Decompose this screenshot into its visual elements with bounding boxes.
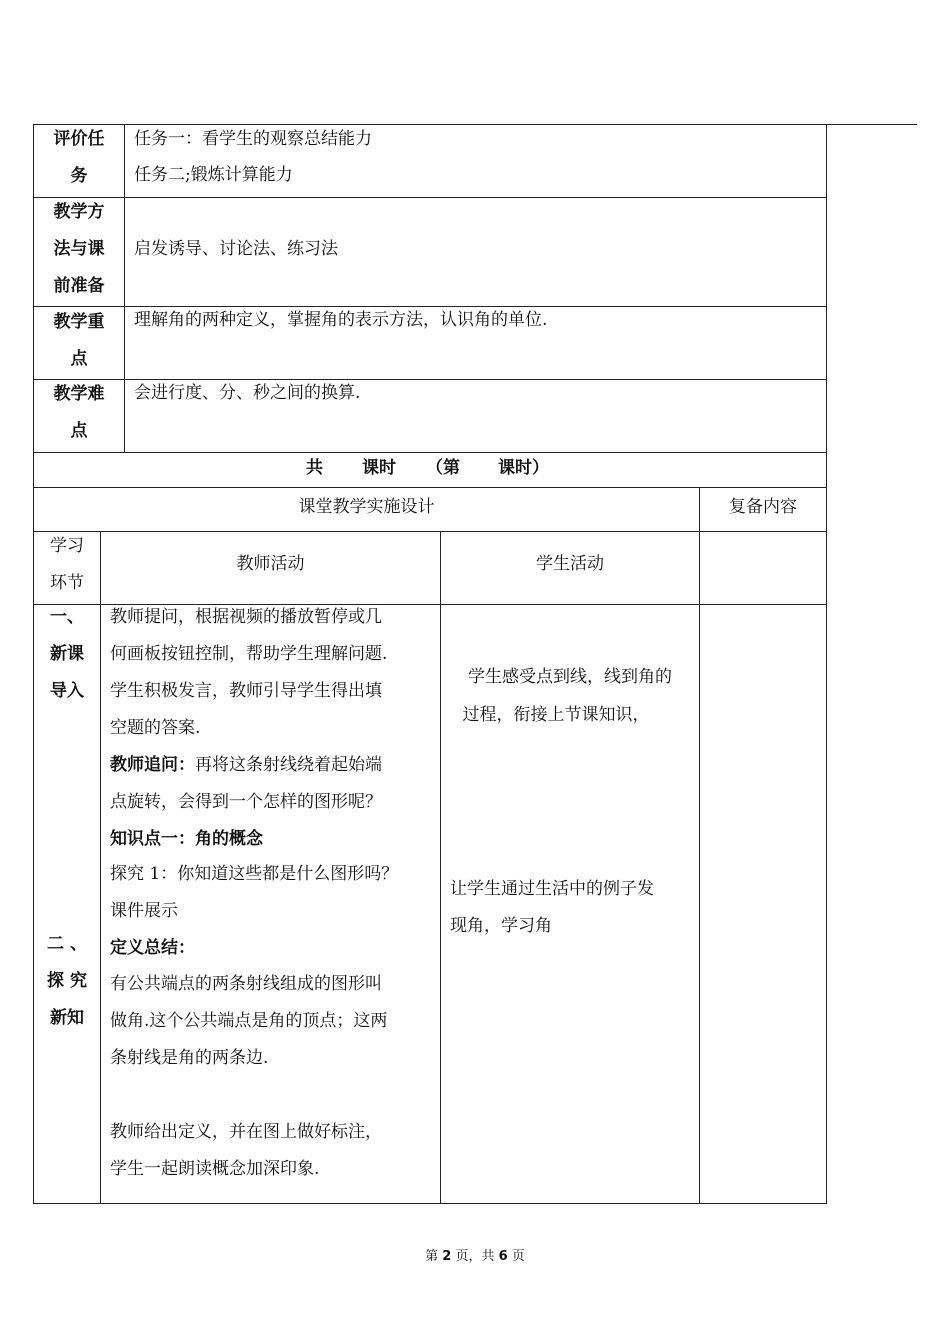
teacher-activity-line: 做角.这个公共端点是角的顶点；这两 — [110, 1011, 388, 1031]
footer-middle: 页，共 — [455, 1249, 495, 1264]
student-activity-line: 让学生通过生活中的例子发 — [450, 879, 654, 899]
stage2-line3: 新知 — [50, 1008, 84, 1028]
difficulty-label-line2: 点 — [70, 421, 88, 441]
difficulty-label-line1: 教学难 — [53, 384, 105, 404]
difficulty-content: 会进行度、分、秒之间的换算. — [134, 383, 361, 403]
activity-column-divider — [440, 531, 441, 1203]
teacher-activity-line: 教师提问，根据视频的播放暂停或几 — [110, 607, 382, 627]
page-footer — [0, 1245, 950, 1264]
teacher-activity-line: 点旋转，会得到一个怎样的图形呢？ — [110, 792, 382, 812]
key-point-label-line1: 教学重 — [53, 312, 105, 332]
table-bottom-border — [33, 1203, 827, 1204]
teacher-activity-line: 教师给出定义，并在图上做好标注， — [110, 1122, 382, 1142]
row-divider — [33, 487, 827, 488]
period-index-open: （第 — [426, 458, 460, 478]
method-label-line1: 教学方 — [53, 202, 105, 222]
method-content: 启发诱导、讨论法、练习法 — [134, 239, 338, 259]
eval-task-line1: 任务一：看学生的观察总结能力 — [134, 129, 372, 149]
eval-task-label-line2: 务 — [70, 166, 88, 186]
period-total: 共 — [306, 458, 323, 478]
footer-prefix: 第 — [425, 1249, 439, 1264]
table-right-border — [826, 124, 827, 1203]
review-column-divider — [699, 487, 700, 1203]
method-label-line3: 前准备 — [53, 276, 105, 296]
student-activity-line: 现角，学习角 — [450, 916, 552, 936]
student-activity-line: 学生感受点到线，线到角的 — [468, 667, 672, 687]
eval-task-line2: 任务二;锻炼计算能力 — [134, 165, 293, 185]
teacher-activity-line: 何画板按钮控制，帮助学生理解问题. — [110, 644, 388, 664]
row-divider — [33, 531, 827, 532]
footer-page-number: 2 — [442, 1249, 452, 1264]
stage1-line3: 导入 — [50, 681, 84, 701]
footer-suffix: 页 — [511, 1249, 525, 1264]
teacher-followup-text: 再将这条射线绕着起始端 — [195, 755, 382, 775]
teacher-activity-line: 条射线是角的两条边. — [110, 1048, 269, 1068]
key-point-content: 理解角的两种定义，掌握角的表示方法，认识角的单位. — [134, 310, 548, 330]
teacher-activity-line: 有公共端点的两条射线组成的图形叫 — [110, 974, 382, 994]
teacher-activity-line: 课件展示 — [110, 901, 178, 921]
teacher-followup-label: 教师追问： — [110, 755, 195, 775]
teacher-activity-line: 学生一起朗读概念加深印象. — [110, 1159, 320, 1179]
stage-column-divider — [100, 531, 101, 1203]
teacher-followup-line — [110, 747, 382, 784]
knowledge-point-heading: 知识点一：角的概念 — [110, 829, 263, 849]
teacher-activity-line: 探究 1：你知道这些都是什么图形吗？ — [110, 864, 399, 884]
design-title: 课堂教学实施设计 — [298, 497, 435, 517]
period-unit: 课时 — [362, 458, 396, 478]
teacher-activity-header: 教师活动 — [236, 554, 305, 574]
stage2-line2: 探 究 — [47, 971, 87, 991]
period-index-close: 课时） — [498, 458, 549, 478]
footer-total-pages: 6 — [498, 1249, 508, 1264]
stage-header-line1: 学习 — [50, 536, 84, 556]
student-activity-line: 过程，衔接上节课知识， — [462, 705, 650, 725]
method-label-line2: 法与课 — [53, 239, 105, 259]
definition-summary-heading: 定义总结： — [110, 938, 195, 958]
eval-task-label-line1: 评价任 — [53, 129, 105, 149]
key-point-label-line2: 点 — [70, 349, 88, 369]
review-title: 复备内容 — [729, 497, 797, 517]
teacher-activity-line: 空题的答案. — [110, 718, 201, 738]
stage1-line2: 新课 — [50, 644, 84, 664]
stage1-line1: 一、 — [50, 607, 84, 627]
teacher-activity-line: 学生积极发言，教师引导学生得出填 — [110, 681, 382, 701]
row-divider — [33, 197, 827, 198]
student-activity-header: 学生活动 — [536, 554, 604, 574]
stage-header-line2: 环节 — [50, 573, 84, 593]
stage2-line1: 二 、 — [47, 934, 87, 954]
label-column-divider — [124, 124, 125, 452]
